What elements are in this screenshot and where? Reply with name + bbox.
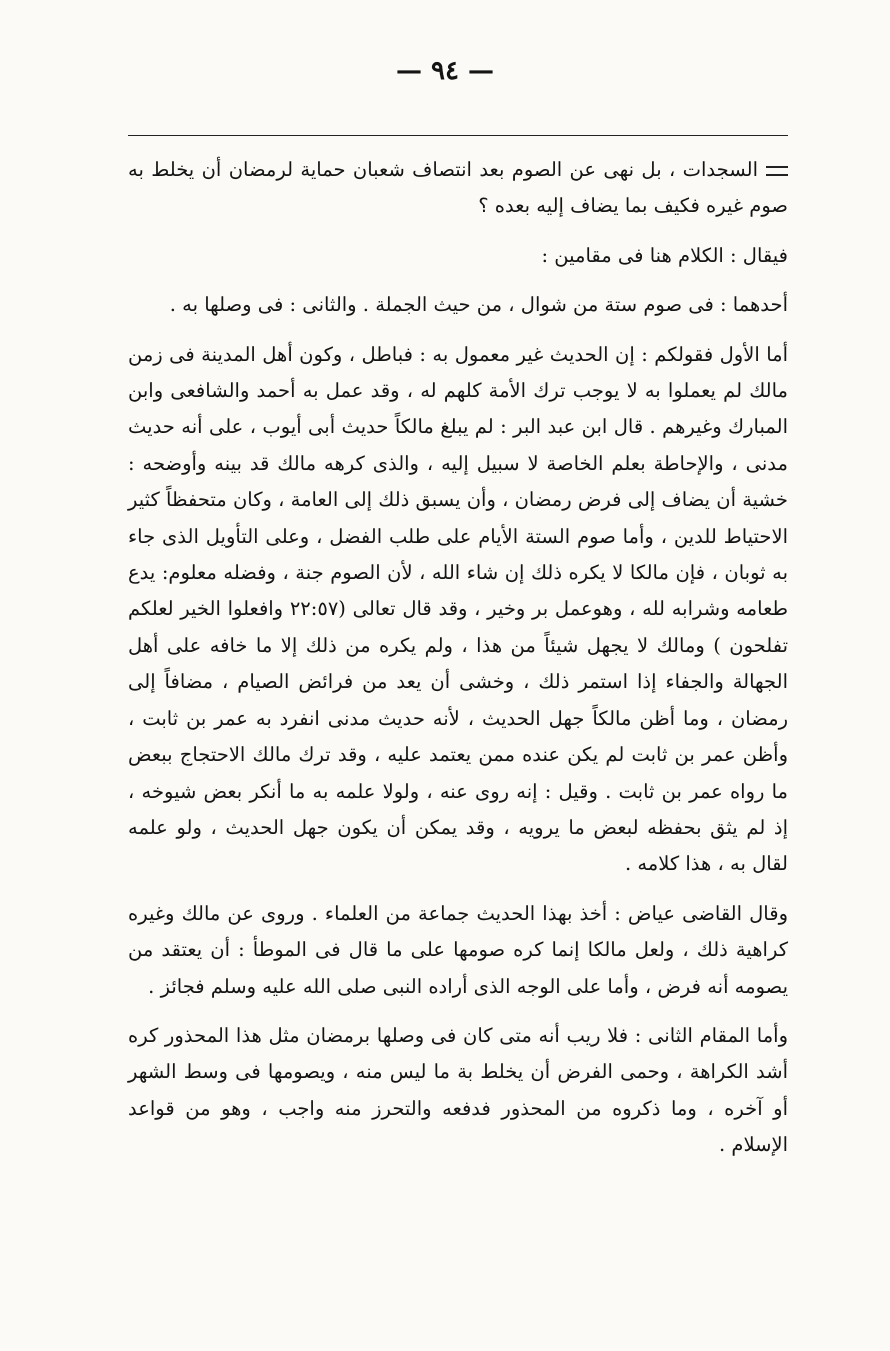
page-number: — ٩٤ — (395, 56, 495, 86)
paragraph: وقال القاضى عياض : أخذ بهذا الحديث جماعة من العلماء . وروى عن مالك وغيره كراهية ذلك ، ولعل مالكا إنما كره صومها على ما قال فى الموطأ : أن يعتقد من يصومه أنه فرض ، وأما على الوجه الذى أراده النبى صلى الله عليه وسلم فجائز . (128, 901, 788, 998)
header-rule (128, 135, 788, 136)
paragraph: فيقال : الكلام هنا فى مقامين : (541, 243, 788, 267)
paragraph: أحدهما : فى صوم ستة من شوال ، من حيث الجملة . والثانى : فى وصلها به . (169, 293, 788, 317)
paragraph: أما الأول فقولكم : إن الحديث غير معمول به : فباطل ، وكون أهل المدينة فى زمن مالك لم يعملوا به لا يوجب ترك الأمة كلهم له ، وقد عمل به أحمد والشافعى وابن المبارك وغيرهم . قال ابن عبد البر : لم يبلغ مالكاً حديث أبى أيوب ، على أنه حديث مدنى ، والإحاطة بعلم الخاصة لا سبيل إليه ، والذى كرهه مالك قد بينه وأوضحه : خشية أن يضاف إلى فرض رمضان ، وأن يسبق ذلك إلى العامة ، وكان متحفظاً كثير الاحتياط للدين ، وأما صوم الستة الأيام على طلب الفضل ، وعلى التأويل الذى جاء به ثوبان ، فإن مالكا لا يكره ذلك إن شاء الله ، لأن الصوم جنة ، وفضله معلوم: يدع طعامه وشرابه لله ، وهوعمل بر وخير ، وقد قال تعالى (٢٢:٥٧ وافعلوا الخير لعلكم تفلحون ) ومالك لا يجهل شيئاً من هذا ، ولم يكره من ذلك إلا ما خافه على أهل الجهالة والجفاء إذا استمر ذلك ، وخشى أن يعد من فرائض الصيام ، مضافاً إلى رمضان ، وما أظن مالكاً جهل الحديث ، لأنه حديث مدنى انفرد به عمر بن ثابت ، وأظن عمر بن ثابت لم يكن عنده ممن يعتمد عليه ، وقد ترك مالك الاحتجاج ببعض ما رواه عمر بن ثابت . وقيل : إنه روى عنه ، ولولا علمه به ما أنكر بعض شيوخه ، إذ لم يثق بحفظه لبعض ما يرويه ، وقد يمكن أن يكون جهل الحديث ، ولو علمه لقال به ، هذا كلامه . (128, 342, 788, 876)
footnote-continuation-mark (766, 166, 788, 176)
body-text (128, 152, 788, 1164)
paragraph: وأما المقام الثانى : فلا ريب أنه متى كان فى وصلها برمضان مثل هذا المحذور كره أشد الكراهة ، وحمى الفرض أن يخلط بة ما ليس منه ، ويصومها فى وسط الشهر أو آخره ، وما ذكروه من المحذور فدفعه والتحرز منه واجب ، وهو من قواعد الإسلام . (128, 1023, 788, 1157)
paragraph-continuation: السجدات ، بل نهى عن الصوم بعد انتصاف شعبان حماية لرمضان أن يخلط به صوم غيره فكيف بما يضاف إليه بعده ؟ (128, 158, 788, 218)
